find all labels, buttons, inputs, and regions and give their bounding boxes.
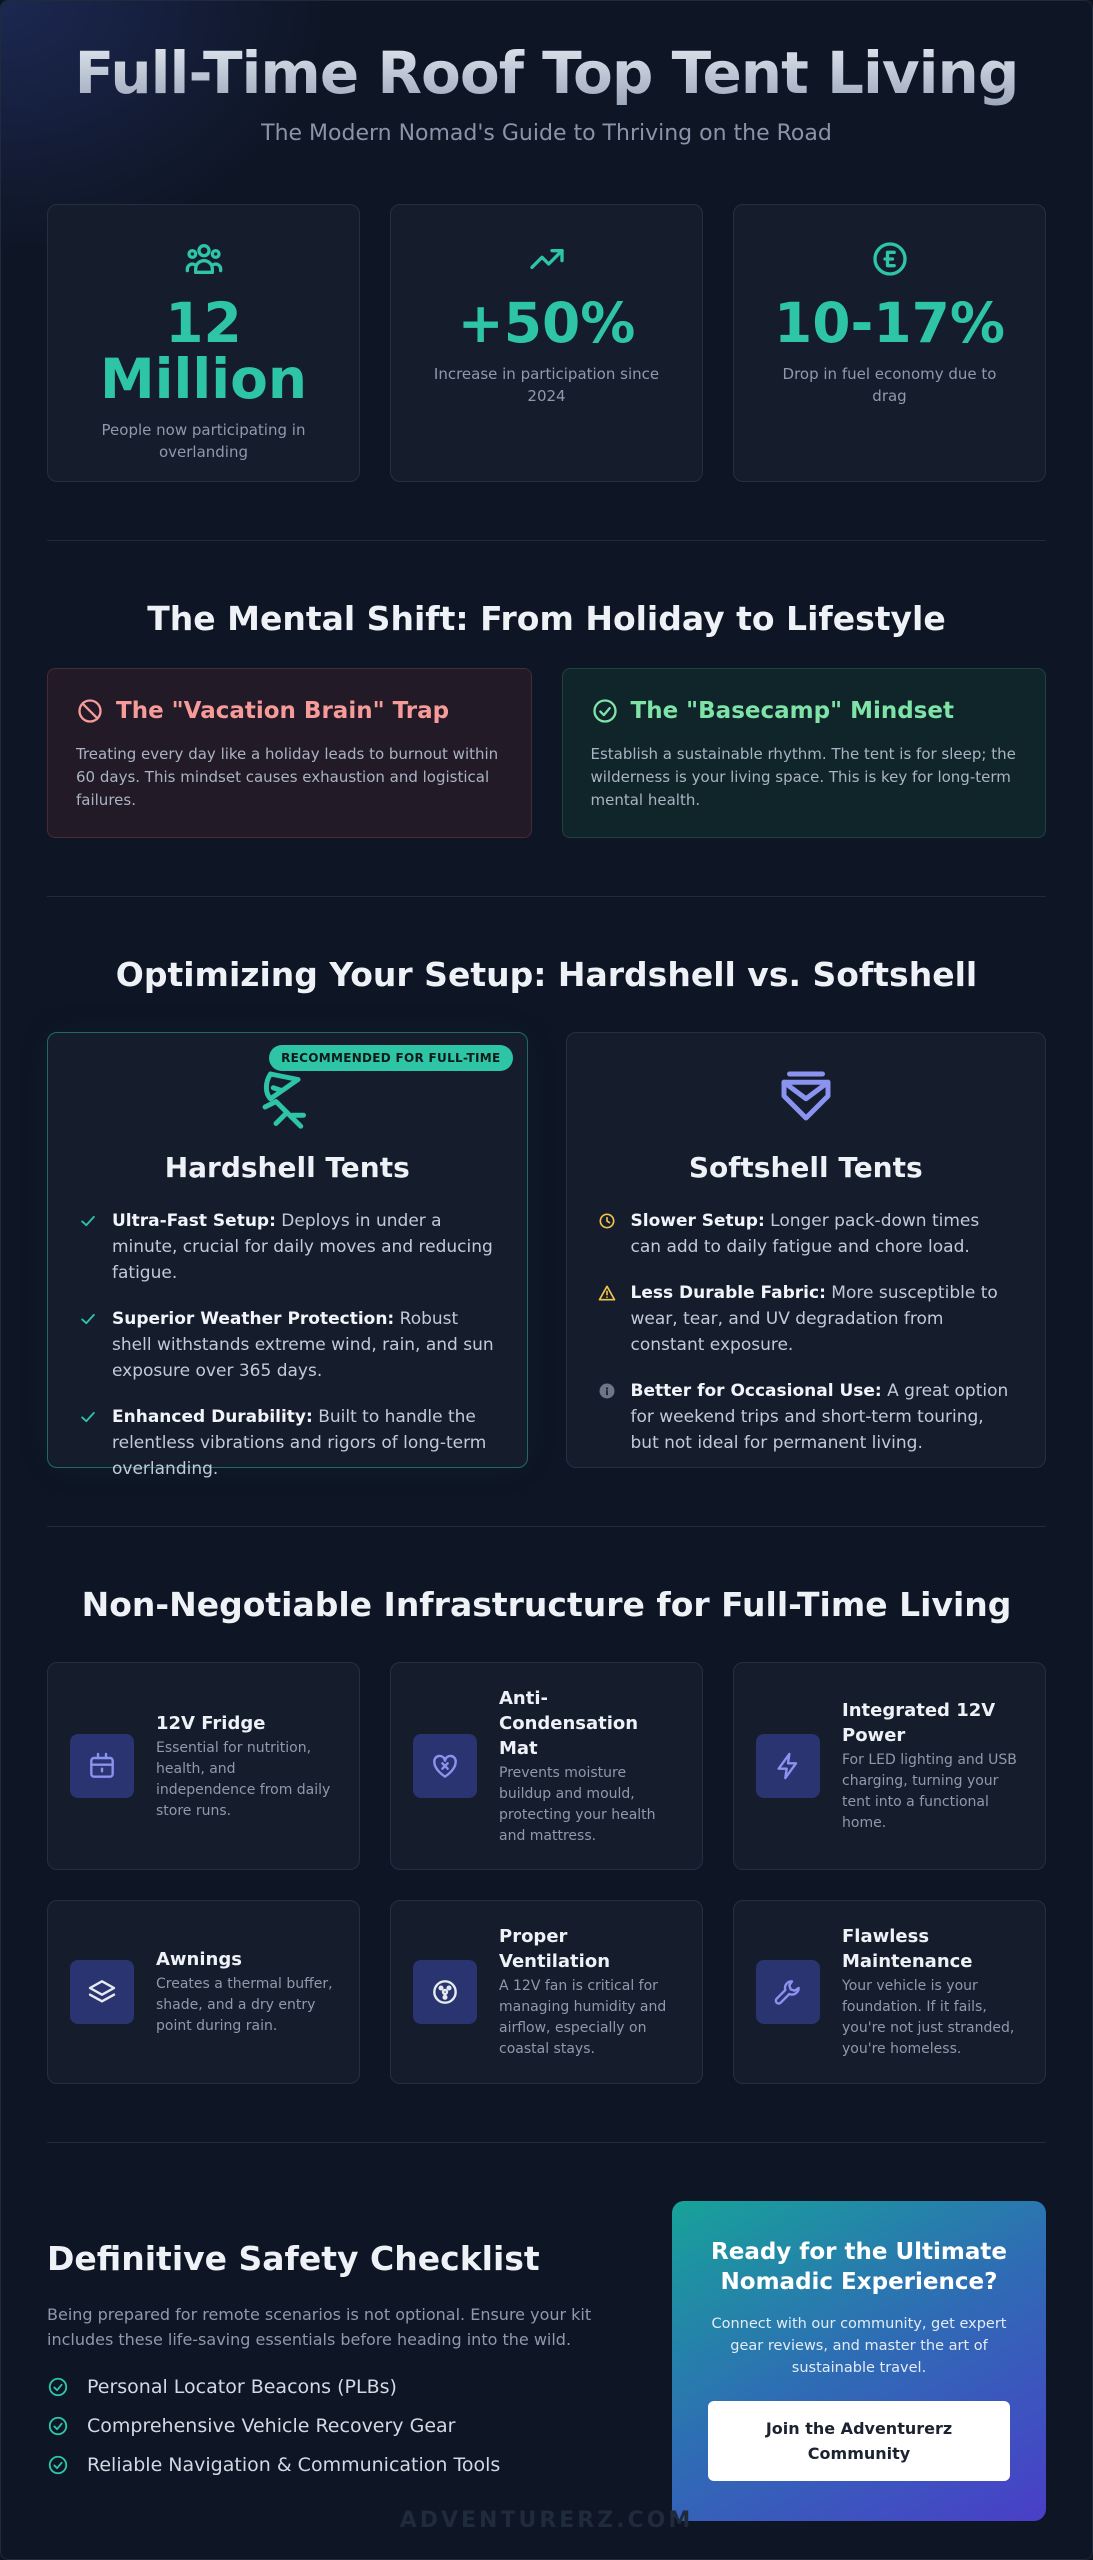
check-circle-icon — [47, 2454, 69, 2476]
trending-up-icon — [527, 239, 567, 279]
safety-title: Definitive Safety Checklist — [47, 2239, 540, 2278]
check-circle-icon — [47, 2376, 69, 2398]
checklist-item: Comprehensive Vehicle Recovery Gear — [47, 2415, 607, 2437]
check-circle-icon — [591, 697, 619, 725]
card-title: Awnings — [156, 1949, 242, 1970]
list-item: Ultra-Fast Setup: Deploys in under a minute, crucial for daily moves and reducing fatigue. — [78, 1208, 497, 1286]
infrastructure-grid-row-2 — [1, 1900, 1092, 2084]
softshell-card — [566, 1032, 1047, 1468]
list-item: Slower Setup: Longer pack-down times can add to daily fatigue and chore load. — [597, 1208, 1016, 1260]
stat-card-participants — [47, 204, 360, 482]
warning-icon — [597, 1283, 617, 1303]
stat-label: Drop in fuel economy due to drag — [782, 365, 997, 405]
hardshell-card — [47, 1032, 528, 1479]
infrastructure-title: Non-Negotiable Infrastructure for Full-Time Living — [81, 1585, 1012, 1624]
tent-hardshell-icon — [254, 1063, 320, 1129]
stats-row — [1, 204, 1092, 482]
stat-label: Increase in participation since 2024 — [433, 365, 660, 405]
footer-brand[interactable]: ADVENTURERZ.COM — [399, 2508, 694, 2533]
card-title: Proper Ventilation — [499, 1926, 611, 1972]
stat-value: 12 Million — [99, 291, 308, 411]
card-title: Flawless Maintenance — [842, 1926, 973, 1972]
cta-card — [672, 2201, 1046, 2521]
infra-card-maintenance — [733, 1900, 1046, 2084]
divider — [47, 540, 1046, 541]
cta-title: Ready for the Ultimate Nomadic Experience? — [711, 2239, 1007, 2295]
checklist — [47, 2376, 607, 2476]
tents-row — [1, 1032, 1092, 1479]
safety-text: Being prepared for remote scenarios is not optional. Ensure your kit includes these life-saving essentials before heading into the wild. — [47, 2305, 592, 2349]
mindset-row — [1, 668, 1092, 838]
mindset-title: The Mental Shift: From Holiday to Lifestyle — [147, 599, 946, 638]
infrastructure-grid-row-1 — [1, 1662, 1092, 1870]
checklist-item: Personal Locator Beacons (PLBs) — [47, 2376, 607, 2398]
vacation-brain-card — [47, 668, 532, 838]
cons-list — [597, 1208, 1016, 1456]
pros-list — [78, 1208, 497, 1482]
list-item: Better for Occasional Use: A great option for weekend trips and short-term touring, but not ideal for permanent living. — [597, 1378, 1016, 1456]
info-circle-icon — [597, 1381, 617, 1401]
join-community-button[interactable]: Join the Adventurerz Community — [708, 2401, 1010, 2481]
tent-softshell-icon — [773, 1063, 839, 1129]
infra-card-mat — [390, 1662, 703, 1870]
ban-icon — [76, 697, 104, 725]
cta-text: Connect with our community, get expert gear reviews, and master the art of sustainable travel. — [711, 2316, 1007, 2376]
infra-card-fridge — [47, 1662, 360, 1870]
divider — [47, 896, 1046, 897]
infra-card-awnings — [47, 1900, 360, 2084]
card-title: The "Vacation Brain" Trap — [116, 698, 450, 724]
bolt-icon — [772, 1750, 804, 1782]
list-item: Less Durable Fabric: More susceptible to wear, tear, and UV degradation from constant exposure. — [597, 1280, 1016, 1358]
setup-title: Optimizing Your Setup: Hardshell vs. Softshell — [115, 955, 978, 994]
divider — [47, 1526, 1046, 1527]
stat-value: 10-17% — [773, 291, 1005, 355]
card-text: Treating every day like a holiday leads to burnout within 60 days. This mindset causes exhaustion and logistical failures. — [76, 745, 499, 809]
fan-icon — [429, 1976, 461, 2008]
page-title: Full-Time Roof Top Tent Living — [1, 39, 1092, 107]
page-subtitle: The Modern Nomad's Guide to Thriving on the Road — [261, 121, 832, 146]
card-text: Essential for nutrition, health, and independence from daily store runs. — [156, 1739, 331, 1819]
header — [1, 1, 1092, 146]
stat-value: +50% — [457, 291, 636, 355]
check-circle-icon — [47, 2415, 69, 2437]
layers-icon — [86, 1976, 118, 2008]
bottom-section — [1, 2201, 1092, 2531]
basecamp-card — [562, 668, 1047, 838]
infra-card-power — [733, 1662, 1046, 1870]
stat-card-growth — [390, 204, 703, 482]
card-title: The "Basecamp" Mindset — [630, 698, 954, 724]
check-icon — [78, 1211, 98, 1231]
stat-label: People now participating in overlanding — [101, 421, 306, 461]
card-title: Hardshell Tents — [164, 1151, 410, 1184]
card-text: Prevents moisture buildup and mould, protecting your health and mattress. — [499, 1764, 656, 1844]
safety-checklist — [47, 2239, 607, 2493]
divider — [47, 2142, 1046, 2143]
card-text: A 12V fan is critical for managing humidity and airflow, especially on coastal stays. — [499, 1978, 667, 2057]
checklist-item: Reliable Navigation & Communication Tools — [47, 2454, 607, 2476]
list-item: Superior Weather Protection: Robust shell withstands extreme wind, rain, and sun exposure over 365 days. — [78, 1306, 497, 1384]
card-text: Your vehicle is your foundation. If it fails, you're not just stranded, you're homeless. — [842, 1978, 1015, 2057]
card-title: Softshell Tents — [688, 1151, 923, 1184]
heart-mat-icon — [429, 1750, 461, 1782]
card-title: 12V Fridge — [156, 1712, 266, 1734]
clock-icon — [597, 1211, 617, 1231]
card-text: For LED lighting and USB charging, turning your tent into a functional home. — [842, 1752, 1017, 1831]
fuel-coin-icon — [870, 239, 910, 279]
users-icon — [184, 239, 224, 279]
recommended-badge: RECOMMENDED FOR FULL-TIME — [269, 1045, 512, 1071]
card-title: Integrated 12V Power — [842, 1700, 996, 1746]
list-item: Enhanced Durability: Built to handle the relentless vibrations and rigors of long-term overlanding. — [78, 1404, 497, 1482]
check-icon — [78, 1309, 98, 1329]
infra-card-ventilation — [390, 1900, 703, 2084]
card-text: Establish a sustainable rhythm. The tent is for sleep; the wilderness is your living space. This is key for long-term mental health. — [590, 745, 1016, 809]
card-text: Creates a thermal buffer, shade, and a dry entry point during rain. — [156, 1976, 333, 2034]
check-icon — [78, 1407, 98, 1427]
stat-card-fuel — [733, 204, 1046, 482]
card-title: Anti-Condensation Mat — [499, 1687, 639, 1759]
wrench-icon — [772, 1976, 804, 2008]
fridge-icon — [86, 1750, 118, 1782]
